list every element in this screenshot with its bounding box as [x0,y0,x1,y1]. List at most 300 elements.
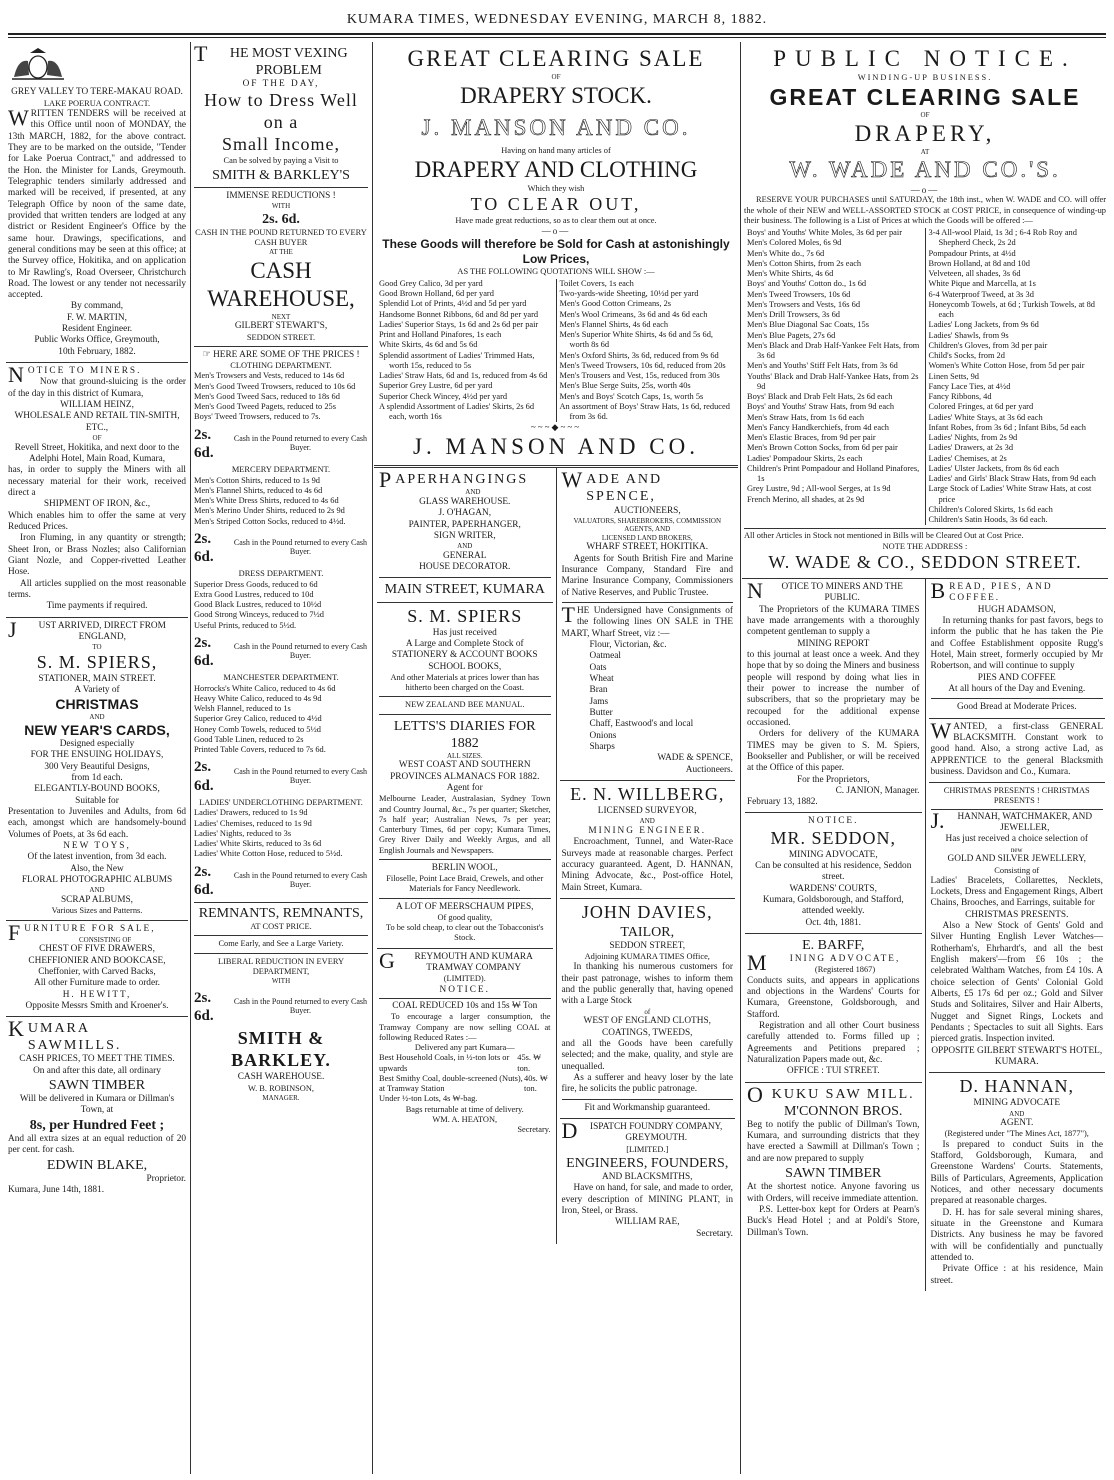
ad-notice-to-miners [6,363,188,617]
text: Resident Engineer. [61,324,133,335]
heading: SMITH & BARKLEY. [231,1028,331,1071]
ad-paperhangings [377,468,553,602]
list-item: Ladies' White Skirts, reduced to 3s 6d [194,839,322,849]
divider: ~~~◆~~~ [530,422,582,433]
text: A Variety of [74,685,120,696]
body-text: Is prepared to conduct Suits in the Stafford, Goldsborough, Kumara, and Greenstone Wardens' Courts. Statements, Bills of Particulars, Agreements, Application Notices, and other necessary documents prepared at reasonable charges. [930,1139,1103,1207]
list-item: Women's White Cotton Hose, from 5d per pair [928,361,1085,371]
body-text: P.S. Letter-box kept for Orders at Pearn's Buck's Head Hotel ; and at Poldi's Store, Dillman's Town. [747,1204,920,1238]
text: Secretary. [517,1125,551,1134]
price: 8s, per Hundred Feet ; [29,1117,165,1133]
ad-wade-spence [560,468,736,781]
price: 2s. 6d. [194,530,214,566]
list-item: Superior Dress Goods, reduced to 6d [194,579,318,589]
body-text: At the shortest notice. Anyone favoring us with Orders, will receive immediate attention. [747,1182,920,1204]
royal-crest-icon [8,47,68,81]
text: NEXT [271,312,291,321]
list-item: Men's Cotton Shirts, from 2s each [747,258,862,268]
address: OFFICE : TUI STREET. [786,1066,880,1077]
heading: ENGINEERS, FOUNDERS, [566,1155,729,1171]
body-text: Agents for South British Fire and Marine Insurance Company, Standard Fire and Marine Insurance Company, Commissioners of Native Reserves, and Public Trustee. [561,553,733,598]
firm-name: J. MANSON AND CO. [421,114,691,140]
body-text: D. H. has for sale several mining shares, situate in the Greenstone and Kumara Districts. Any business he may be favored with will be confidentially and punctually attended to. [930,1207,1103,1264]
signature: WADE & SPENCE, [657,753,733,764]
heading: THE MOST VEXING PROBLEM [194,42,348,79]
price-list [194,371,368,422]
price-list-left [376,279,556,423]
text: CASH PRICES, TO MEET THE TIMES. [19,1054,175,1065]
cash-return [194,758,368,795]
list-item: Ladies' Shawls, from 9s [928,330,1009,340]
heading: GREAT CLEARING SALE [769,84,1081,111]
list-item: Men's Superior White Shirts, 4s 6d and 5s 6d, worth 8s 6d [559,330,713,350]
divider: —o— [910,184,940,195]
name: S. M. SPIERS, [36,651,158,672]
body-text: In thanking his numerous customers for their past patronage, wishes to inform them and the public generally that, having opened with a Large Stock [561,962,733,1007]
heading: How to Dress Well [204,90,358,111]
heading: OKUKU SAW MILL. [747,1081,915,1107]
ad-smith-barkley [192,42,370,1106]
subheading: LADIES' UNDERCLOTHING DEPARTMENT. [199,798,363,808]
ad-dispatch-foundry [560,1119,736,1244]
text: Of good quality, [437,912,493,922]
text: WITH [271,977,291,986]
ad-seddon [745,813,922,934]
ad-okuku-saw-mill [745,1083,922,1243]
text: LICENSED SURVEYOR, [597,806,697,816]
text: FLORAL PHOTOGRAPHIC ALBUMS [21,874,173,885]
subheading: MANCHESTER DEPARTMENT. [223,673,339,683]
list-item: 3-4 All-wool Plaid, 1s 3d ; 6-4 Rob Roy and Shepherd Check, 2s 2d [928,228,1077,248]
body-text: To encourage a larger consumption, the Tramway Company are now selling COAL at following Reduced Rates :— [379,1012,551,1042]
list-item: Men's Brown Cotton Socks, from 6d per pair [747,443,898,453]
heading: GREAT CLEARING SALE [407,46,705,71]
cash-return [194,426,368,463]
list-item: Children's Gloves, from 3d per pair [928,340,1048,350]
text: Have made great reductions, so as to clear them out at once. [455,216,657,226]
list-item: Welsh Flannel, reduced to 1s [194,704,291,714]
text: Agent for [446,782,483,793]
text: CASH WAREHOUSE. [237,1072,325,1083]
price-list [194,476,368,527]
heading: GREYMOUTH AND KUMARA TRAMWAY COMPANY [379,947,533,974]
list-item: Men's Elastic Braces, from 9d per pair [747,433,876,443]
body-text: Iron Fluming, in any quantity or strength; Sheet Iron, or Brass Nozles; also Californian Giant Nozle, and Copper-rivetted Leather Hose. [8,533,186,578]
text: NEW ZEALAND BEE MANUAL. [379,696,551,710]
text: VALUATORS, SHAREBROKERS, COMMISSION AGENTS, AND [573,516,722,534]
text: MINING ENGINEER. [588,825,707,836]
text: Good Bread at Moderate Prices. [931,698,1104,713]
list-item: Men's Trowsers and Vests, reduced to 14s 6d [194,371,345,381]
list-item: Jams [589,696,609,707]
list-item: Boys' Black and Drab Felt Hats, 2s 6d each [747,392,893,402]
body-text: Now that ground-sluicing is the order of the day in this district of Kumara, [8,377,186,399]
text: Suitable for [75,795,119,806]
list-item: Men's Good Tweed Pagets, reduced to 25s [194,402,336,412]
text: MINING ADVOCATE [973,1098,1060,1109]
list-item: Child's Socks, from 2d [928,351,1005,361]
heading: KUMARA SAWMILLS. [8,1016,122,1054]
heading: GREY VALLEY TO TERE-MAKAU ROAD. [11,87,183,98]
list-item: Ladies' Ulster Jackets, from 8s 6d each [928,463,1060,473]
list-item: Men's Flannel Shirts, 4s 6d each [559,319,669,329]
cash-return [194,634,368,671]
text: Cheffonier, with Carved Backs, [38,966,156,977]
list-item: Fancy Lace Ties, at 4½d [928,381,1011,391]
list-item: Extra Good Lustres, reduced to 10d [194,589,314,599]
heading: IMMENSE REDUCTIONS ! [194,187,368,202]
text: WINDING-UP BUSINESS. [857,73,993,83]
heading: PIES AND COFFEE [977,672,1056,683]
list-item: Children's Print Pompadour and Holland Pinafores, 1s [747,463,920,484]
text: NOTE THE ADDRESS : [882,541,968,551]
list-item: Ladies' Superior Stays, 1s 6d and 2s 6d per pair [379,319,539,329]
text: AND [89,713,105,722]
column-2 [192,42,370,1474]
list-item: Superior Grey Calico, reduced to 4½d [194,714,322,724]
text: OF [920,111,930,120]
list-item: Butter [589,708,613,719]
text: Cash in the Pound returned to every Cash Buyer. [233,997,368,1016]
subheading: LAKE POERUA CONTRACT. [43,98,151,108]
text: WHOLESALE AND RETAIL TIN-SMITH, ETC., [14,411,180,433]
name: D. HANNAN, [959,1076,1074,1097]
body-text: THE Undersigned have Consignments of the following lines ON SALE in THE MART, Wharf Street, viz :— [561,602,733,639]
list-item: Wheat [589,674,614,685]
list-item: Men's and Boys' Scotch Caps, 1s, worth 5s [559,391,704,401]
column-4-lower [742,579,1108,1291]
heading: SAWN TIMBER [785,1166,882,1182]
list-item: Men's Oxford Shirts, 3s 6d, reduced from 9s 6d [559,350,719,360]
signature: WILLIAM RAE, [614,1217,680,1228]
list-item: Colored Fringes, at 6d per yard [928,402,1034,412]
text: Cash in the Pound returned to every Cash Buyer. [233,766,368,785]
text: PAINTER, PAPERHANGER, [408,519,521,530]
text: Fit and Workmanship guaranteed. [562,1099,734,1114]
text: TO [92,643,102,652]
list-item: Flour, Victorian, &c. [589,640,667,651]
list-item: Boys' and Youths' Cotton do., 1s 6d [747,279,867,289]
heading: CHRISTMAS [55,696,139,713]
text: Which they wish [527,183,585,193]
ad-wade-clearing-sale [742,42,1108,579]
text: WEST COAST AND SOUTHERN PROVINCES ALMANACS FOR 1882. [390,760,540,782]
text: AND [89,886,105,895]
heading: SMITH & BARKLEY'S [212,167,350,183]
body-text: has, in order to supply the Miners with all necessary material for their work, received direct a [8,465,186,498]
list-item: Printed Table Covers, reduced to 7s 6d. [194,745,326,755]
list-item: Boys' and Youths' Straw Hats, from 9d each [747,402,895,412]
masthead-rule [8,33,1106,38]
list-item: Men's Good Tweed Trowsers, reduced to 10s 6d [194,381,356,391]
list-item: Men's Merino Under Shirts, reduced to 2s 9d [194,506,345,516]
text: OF THE DAY, [242,79,320,90]
list-item: Honey Comb Towels, reduced to 5½d [194,724,321,734]
heading: TO CLEAR OUT, [470,194,642,215]
list-item: Men's Trowsers and Vests, 16s 6d [747,299,861,309]
text: For the Proprietors, [796,774,870,785]
heading: FURNITURE FOR SALE, [8,920,156,946]
text: MANAGER. [262,1093,300,1102]
heading: CHRISTMAS PRESENTS ! CHRISTMAS PRESENTS ! [943,786,1090,806]
list-item: Velveteen, all shades, 3s 6d [928,269,1021,279]
column-rule [740,42,741,1474]
cash-return [194,863,368,900]
name: WILLIAM HEINZ, [60,400,134,411]
ad-barff [745,934,922,1083]
date: Kumara, June 14th, 1881. [8,1184,105,1195]
text: HOUSE DECORATOR. [419,562,511,573]
body-text: Orders for delivery of the KUMARA TIMES may be given to S. M. Spiers, Bookseller and Publisher, or will be received at the Office of this paper. [747,729,920,774]
text: AND [639,817,655,826]
text: LICENSED LAND BROKERS, [601,533,693,542]
ad-furniture [6,921,188,1017]
text: BERLIN WOOL, [379,859,551,874]
text: OF [551,73,561,82]
name: JOHN DAVIES, [581,901,713,922]
body-text: In returning thanks for past favors, begs to inform the public that he has taken the Pie and Coffee Establishment opposite Rugg's Hotel, Main street, formerly occupied by Mr Robertson, and will continue to supply [930,615,1103,672]
list-item: Men's Colored Moles, 6s 9d [747,238,842,248]
heading: NOTICE. [439,984,490,995]
body-text: Which enables him to offer the same at very Reduced Prices. [8,510,186,532]
heading: LETTS'S DIARIES FOR 1882 [379,714,551,752]
text: At all hours of the Day and Evening. [948,683,1086,694]
name: J. O'HAGAN, [438,508,492,519]
text: GILBERT STEWART'S, [234,321,328,332]
column-4-lower-left [742,579,925,1291]
ad-john-davies [560,899,736,1119]
price-list [194,808,368,859]
heading: SAWN TIMBER [48,1078,146,1094]
name: EDWIN BLAKE, [46,1157,148,1173]
heading: WAREHOUSE, [207,285,355,311]
body-text: RESERVE YOUR PURCHASES until SATURDAY, the 18th inst., when W. WADE and CO. will offer the whole of their NEW and WELL-ASSORTED STOCK at COST PRICE, in consequence of winding-up their business. The following is a List of Prices at which the Goods will be offered :— [744,195,1106,225]
text: Cash in the Pound returned to every Cash Buyer. [233,871,368,889]
list-item: Ladies' and Girls' Black Straw Hats, from 9d each [928,474,1096,484]
heading: PUBLIC NOTICE. [773,46,1077,71]
list-item: Sharps [589,742,615,753]
text: SEDDON STREET, [609,940,686,951]
body-text: WRITTEN TENDERS will be received at this Office until noon of MONDAY, the 13th MARCH, 1882, for the above contract. They are to be marked on the outside, "Tender for Lake Poerua Contract," and addressed to the Hon. the Minister for Lands, Greymouth. Telegraphic tenders similarly addressed and marked will be received, if presented, at any Telegraph Office by noon of the same date, provided that written tenders are lodged at any district or Resident Engineer's Office by the same hour. Drawings, specifications, and general conditions may be seen at this office; at the Survey office, Hokitika, and on application to Mr Rawling's, Road Overseer, Christchurch Road. The lowest or any tender not necessarily accepted. [8,104,186,301]
text: Best Household Coals, in ½-ton lots or upwards [379,1053,510,1073]
list-item: Men's Good Cotton Crimeans, 2s [559,299,672,309]
list-item: Men's Blue Diagonal Sac Coats, 15s [747,320,870,330]
price: 2s. 6d. [194,863,214,898]
price: 40s. ₩ ton. [524,1073,548,1093]
name: HUGH ADAMSON, [977,604,1056,615]
list-item: Two-yards-wide Sheeting, 10½d per yard [559,289,699,299]
list-item: Men's and Youths' Stiff Felt Hats, from 3s 6d [747,361,898,371]
body-text: and all the Goods have been carefully selected; and the make, quality, and style are unequalled. [561,1038,733,1072]
price-list [376,279,736,423]
heading: DRAPERY AND CLOTHING [414,156,698,182]
list-item: Bran [589,685,608,696]
text: Public Works Office, Greymouth, [34,335,160,346]
text: Adjoining KUMARA TIMES Office, [584,952,710,962]
text: Time payments if required. [46,601,148,612]
text: GENERAL [443,550,487,561]
text: Also, the New [70,863,124,874]
list-item: Children's Colored Skirts, 1s 6d each [928,504,1053,514]
text: LIBERAL REDUCTION IN EVERY DEPARTMENT, [194,953,368,978]
column-rule [190,42,191,1474]
divider: —o— [541,226,571,237]
date: February 13, 1882. [747,797,818,808]
ad-willberg [560,781,736,899]
list-item: Linen Setts, 9d [928,371,979,381]
column-3-lower-right [556,468,739,1243]
list-item: Ladies' Nights, from 2s 9d [928,433,1018,443]
price-list-left [744,228,925,525]
text: On and after this date, all ordinary [33,1065,161,1076]
text: 300 Very Beautiful Designs, [44,761,150,772]
masthead-title: KUMARA TIMES, WEDNESDAY EVENING, MARCH 8, 1882. [346,12,768,27]
body-text: Encroachment, Tunnel, and Water-Race Surveys made at reasonable charges. Perfect accuracy guaranteed. Agent, D. HANNAN, Mining Advocate, &c., Post-office Hotel, Main Street, Kumara. [561,837,733,893]
address: MAIN STREET, KUMARA [379,577,551,598]
list-item: Men's Trousers and Vest, 15s, reduced from 30s [559,371,720,381]
list-item: Ladies' Chemises, reduced to 1s 9d [194,818,312,828]
text: HERE ARE SOME OF THE PRICES ! [213,349,360,360]
date: 10th February, 1882. [58,346,136,357]
text: (Registered under "The Mines Act, 1877"), [944,1129,1089,1139]
heading: PAPERHANGINGS [379,467,529,493]
text: All other Articles in Stock not mentioned in Bills will be Cleared Out at Cost Price. [744,528,1106,541]
list-item: Men's Good Tweed Sacs, reduced to 18s 6d [194,391,340,401]
text: AT THE [269,248,293,257]
body-text: Melbourne Leader, Australasian, Sydney Town and Country Journal, &c., 7s per quarter; Sketcher, 7s half year; Australian News, 7s per year; Canterbury Times, 6d per copy; Kumara Times, Grey River Daily and Weekly Argus, and all English Journals and Newspapers. [379,794,551,855]
list-item: A splendid Assortment of Ladies' Skirts, 2s 6d each, worth 16s [379,401,535,422]
list-item: Chaff, Eastwood's and local [589,719,694,730]
price: 2s. 6d. [194,759,214,794]
name: J.HANNAH, WATCHMAKER, AND JEWELLER, [931,809,1104,835]
list-item: Ladies' White Cotton Hose, reduced to 5½d. [194,849,343,859]
text: AUCTIONEERS, [613,505,681,516]
list-item: Men's Cotton Shirts, reduced to 1s 9d [194,475,320,485]
text: Of the latest invention, from 3d each. [27,852,167,863]
text: AND [465,488,481,497]
text: Will be delivered in Kumara or Dillman's Town, at [19,1094,175,1116]
list-item: Men's Tweed Trowsers, 10s 6d, reduced from 20s [559,360,726,370]
list-item: Boys' Tweed Trowsers, reduced to 7s. [194,412,321,422]
name: S. M. SPIERS [407,605,523,626]
date: Oct. 4th, 1881. [805,917,862,928]
text: WEST OF ENGLAND CLOTHS, [583,1016,711,1027]
address: W. WADE & CO., SEDDON STREET. [768,551,1082,572]
list-item: Men's Black and Drab Half-Yankee Felt Hats, from 3s 6d [747,340,920,361]
text: AND [457,542,473,551]
text: MINING ADVOCATE, [788,849,878,860]
signature: W. B. ROBINSON, [247,1083,314,1093]
price: 2s. 6d. [194,634,214,670]
list-item: Men's Wool Crimeans, 3s 6d and 4s 6d each [559,309,708,319]
price-list [744,228,1106,525]
text: SCRAP ALBUMS, [61,894,133,905]
list-item: Ladies' White Stays, at 3s 6d each [928,412,1043,422]
goods-list [562,640,734,753]
list-item: French Merino, all shades, at 2s 9d [747,494,865,504]
ad-d-hannan [929,1073,1106,1291]
list-item: Ladies' Drawers, at 2s 3d [928,443,1014,453]
price: 45s. ₩ ton. [517,1053,542,1073]
text: Designed especially [59,739,135,750]
price: 2s. 6d. [194,989,214,1025]
ad-spiers-christmas [6,618,188,922]
list-item: Men's Striped Cotton Socks, reduced to 4½d. [194,516,346,526]
heading: DRAPERY, [854,120,996,146]
text: Opposite Messrs Smith and Kroener's. [25,1000,169,1011]
list-item: Toilet Covers, 1s each [559,278,634,288]
text: Filoselle, Point Lace Braid, Crewels, and other [386,874,544,884]
firm-name: W. WADE AND CO.'S. [789,157,1061,183]
list-item: Print and Holland Pinafores, 1s each [379,330,502,340]
heading: CHRISTMAS PRESENTS. [965,909,1069,920]
heading: MINING REPORT [797,638,870,649]
list-item: Handsome Bonnet Ribbons, 6d and 8d per yard [379,309,539,319]
name: M'CONNON BROS. [783,1103,903,1119]
text: SIGN WRITER, [433,531,496,541]
name: H. HEWITT, [62,989,132,1000]
heading [194,346,368,361]
list-item: Superior Grey Lustre, 6d per yard [379,381,493,391]
text: Secretary. [696,1228,733,1239]
heading: BREAD, PIES, AND COFFEE. [930,577,1053,604]
subheading: CLOTHING DEPARTMENT. [230,361,332,371]
address: OPPOSITE GILBERT STEWART'S HOTEL, KUMARA. [931,1045,1103,1068]
price-list-right [925,228,1107,525]
body-text: Presentation to Juveniles and Adults, from 6d each, amongst which are handsomely-bound Volumes of Poets, at 3s 6d each. [8,807,186,840]
rate-row [379,1053,551,1074]
ad-tramway [377,949,553,1140]
heading: WADE AND SPENCE, [561,467,663,505]
text: of [644,1007,651,1016]
text: COATINGS, TWEEDS, [602,1027,693,1038]
text: STATIONERY & ACCOUNT BOOKS [391,650,538,661]
text: [LIMITED.] [626,1144,669,1154]
signature: C. JANION, Manager. [835,785,920,796]
heading: DRAPERY STOCK. [460,82,652,108]
list-item: Children's Satin Hoods, 3s 6d each. [928,515,1048,525]
list-item: White Pique and Marcella, at 1s [928,279,1036,289]
list-item: Grey Lustre, 9d ; All-wool Serges, at 1s 9d [747,484,891,494]
list-item: Ladies' Pompadour Skirts, 2s each [747,453,863,463]
text: CHEFFIONIER AND BOOKCASE, [28,955,166,966]
ad-manson-clearing-sale [374,42,738,468]
text: Can be consulted at his residence, Seddon street. [755,861,912,883]
list-item: Ladies' Long Jackets, from 9s 6d [928,320,1039,330]
ad-bread-pies [929,579,1106,719]
price-list [194,684,368,756]
subheading: MERCERY DEPARTMENT. [231,465,331,475]
list-item: Ladies' Drawers, reduced to 1s 9d [194,808,308,818]
text: STATIONER, MAIN STREET. [38,673,156,684]
text: AND [1009,1109,1025,1118]
column-3-lower-left [374,468,556,1243]
list-item: Useful Prints, reduced to 5½d. [194,620,297,630]
text: Has just received a choice selection of [945,834,1088,845]
list-item: Youths' Black and Drab Half-Yankee Hats, from 2s 9d [747,371,919,391]
column-3-lower [374,468,738,1243]
list-item: Large Stock of Ladies' White Straw Hats, at cost price [928,484,1092,504]
list-item: Honeycomb Towels, at 6d ; Turkish Towels, at 8d each [928,299,1095,320]
ad-spiers-stationery [377,603,553,949]
text: Various Sizes and Patterns. [51,906,143,916]
list-item: Good Brown Holland, 6d per yard [379,289,494,299]
text: ALL SIZES. [446,751,483,760]
signature: WM. A. HEATON, [432,1114,498,1124]
body-text: Ladies' Bracelets, Collarettes, Necklets, Lockets, Dress and Engagement Rings, Albert Chains, Brooches, and Earrings, suitable for [930,875,1103,909]
heading: COAL REDUCED 10s and 15s ₩ Ton [379,998,551,1012]
text: SCHOOL BOOKS, [428,661,502,672]
